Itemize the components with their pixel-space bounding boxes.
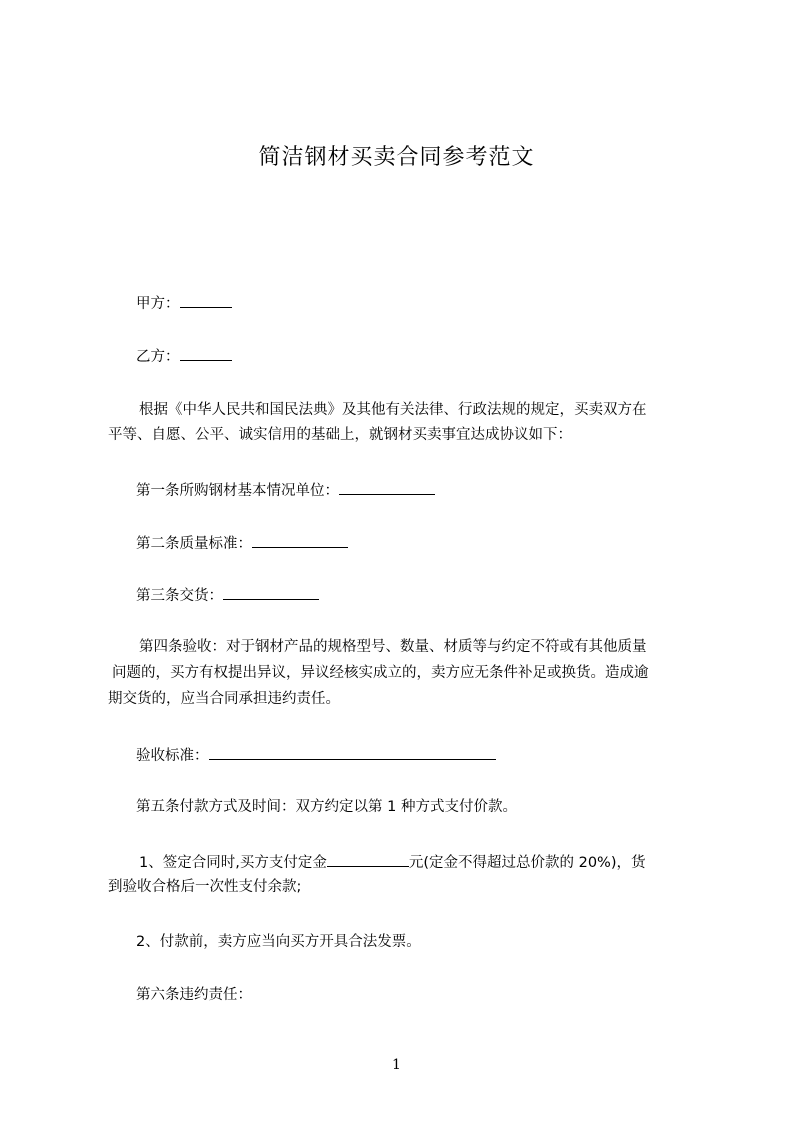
article-1-label: 第一条所购钢材基本情况单位： [136, 483, 339, 499]
deposit-amount-blank [327, 852, 409, 867]
payment-1-line-2: 到验收合格后一次性支付余款; [108, 879, 302, 895]
payment-1-line-1 [139, 852, 646, 872]
party-b-blank [180, 346, 232, 361]
acceptance-standard-line [136, 745, 496, 765]
article-2-label: 第二条质量标准： [136, 536, 252, 552]
party-b-label: 乙方： [136, 349, 180, 365]
payment-2-line: 2、付款前，卖方应当向买方开具合法发票。 [136, 934, 421, 950]
article-4-line-3: 期交货的，应当合同承担违约责任。 [108, 691, 340, 707]
document-title: 简洁钢材买卖合同参考范文 [258, 145, 535, 170]
article-1-line [136, 480, 435, 500]
article-2-blank [252, 533, 348, 548]
preamble-line-2: 平等、自愿、公平、诚实信用的基础上，就钢材买卖事宜达成协议如下： [108, 427, 572, 443]
article-4-line-1: 第四条验收：对于钢材产品的规格型号、数量、材质等与约定不符或有其他质量 [139, 639, 647, 655]
page-number: 1 [392, 1057, 401, 1073]
article-3-line [136, 585, 319, 605]
acceptance-standard-blank [209, 745, 496, 760]
article-5-line: 第五条付款方式及时间：双方约定以第 1 种方式支付价款。 [136, 799, 517, 815]
party-a-label: 甲方： [136, 296, 180, 312]
party-b-line [136, 346, 232, 366]
acceptance-standard-label: 验收标准： [136, 748, 209, 764]
article-6-line: 第六条违约责任： [136, 987, 252, 1003]
article-3-label: 第三条交货： [136, 588, 223, 604]
payment-1-suffix: 元(定金不得超过总价款的 20%)，货 [408, 855, 646, 871]
payment-1-prefix: 1、签定合同时,买方支付定金 [139, 855, 327, 871]
article-4-line-2: 问题的，买方有权提出异议，异议经核实成立的，卖方应无条件补足或换货。造成逾 [112, 665, 649, 681]
article-2-line [136, 533, 348, 553]
article-1-blank [339, 480, 435, 495]
article-3-blank [223, 585, 319, 600]
preamble-line-1: 根据《中华人民共和国民法典》及其他有关法律、行政法规的规定，买卖双方在 [139, 402, 647, 418]
party-a-line [136, 293, 232, 313]
party-a-blank [180, 293, 232, 308]
